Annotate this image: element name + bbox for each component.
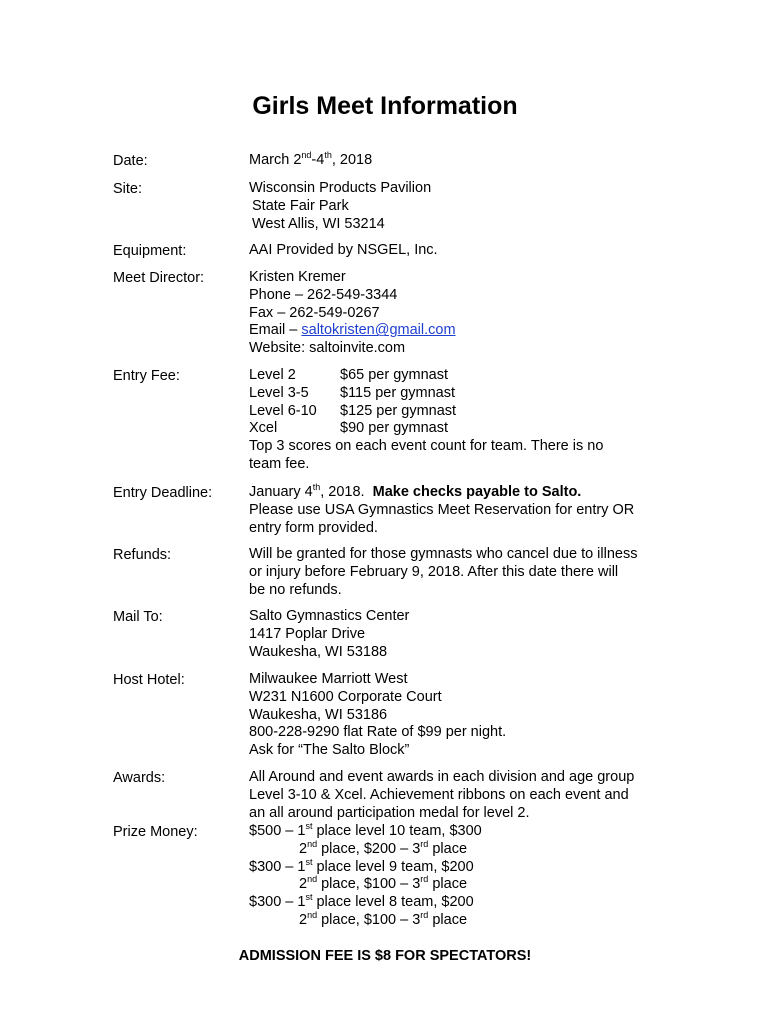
fee-row xyxy=(249,367,603,385)
fee-level: Level 6-10 xyxy=(249,402,317,419)
admission-notice: ADMISSION FEE IS $8 FOR SPECTATORS! xyxy=(238,948,532,964)
equipment-label: Equipment: xyxy=(113,243,187,259)
fee-row xyxy=(249,420,603,438)
entry-fee-value xyxy=(249,367,603,474)
mail-label: Mail To: xyxy=(113,609,163,625)
prize-line: 2nd place, $200 – 3rd place xyxy=(299,838,468,857)
deadline-emphasis: Make checks payable to Salto. xyxy=(372,484,582,500)
deadline-line: Please use USA Gymnastics Meet Reservation for entry OR xyxy=(249,501,635,518)
hotel-line: Ask for “The Salto Block” xyxy=(249,742,410,759)
date-suffix: th xyxy=(324,150,332,160)
email-link[interactable]: saltokristen@gmail.com xyxy=(301,322,456,339)
email-prefix: Email – xyxy=(249,322,302,339)
site-line: West Allis, WI 53214 xyxy=(252,215,385,232)
refunds-line: be no refunds. xyxy=(249,581,342,598)
director-phone: Phone – 262-549-3344 xyxy=(249,286,398,303)
hotel-line: Milwaukee Marriott West xyxy=(249,671,408,687)
deadline-suffix: th xyxy=(312,482,321,492)
awards-value xyxy=(249,769,634,822)
mail-line: 1417 Poplar Drive xyxy=(249,625,366,642)
mail-line: Salto Gymnastics Center xyxy=(249,608,410,624)
awards-line: Level 3-10 & Xcel. Achievement ribbons on each event and xyxy=(249,786,629,803)
hotel-line: 800-228-9290 flat Rate of $99 per night. xyxy=(249,724,507,741)
refunds-line: or injury before February 9, 2018. After this date there will xyxy=(249,563,619,580)
awards-label: Awards: xyxy=(113,770,166,786)
entry-fee-label: Entry Fee: xyxy=(113,368,180,384)
hotel-line: W231 N1600 Corporate Court xyxy=(249,688,442,705)
director-fax: Fax – 262-549-0267 xyxy=(249,304,380,321)
date-label: Date: xyxy=(113,153,148,169)
fee-amount: $90 per gymnast xyxy=(340,420,449,437)
refunds-label: Refunds: xyxy=(113,547,172,563)
deadline-text: January 4 xyxy=(249,484,313,500)
prize-line: $300 – 1st place level 8 team, $200 xyxy=(249,892,474,911)
deadline-text: , 2018. xyxy=(320,484,373,500)
prize-line: 2nd place, $100 – 3rd place xyxy=(299,909,468,928)
fee-note: team fee. xyxy=(249,455,310,472)
deadline-value xyxy=(249,484,634,537)
fee-amount: $115 per gymnast xyxy=(340,384,455,401)
site-value xyxy=(249,180,431,233)
awards-line: an all around participation medal for level 2. xyxy=(249,804,530,821)
refunds-value xyxy=(249,546,637,599)
equipment-value: AAI Provided by NSGEL, Inc. xyxy=(249,242,438,258)
prize-line: 2nd place, $100 – 3rd place xyxy=(299,874,468,893)
prize-label: Prize Money: xyxy=(113,824,198,840)
deadline-label: Entry Deadline: xyxy=(113,485,213,501)
fee-level: Xcel xyxy=(249,420,278,437)
awards-line: All Around and event awards in each division and age group xyxy=(249,769,635,785)
hotel-line: Waukesha, WI 53186 xyxy=(249,706,388,723)
site-line: State Fair Park xyxy=(252,197,349,214)
fee-amount: $125 per gymnast xyxy=(340,402,457,419)
refunds-line: Will be granted for those gymnasts who cancel due to illness xyxy=(249,546,638,562)
site-label: Site: xyxy=(113,181,143,197)
director-website: Website: saltoinvite.com xyxy=(249,340,406,357)
date-suffix: nd xyxy=(301,150,312,160)
date-value xyxy=(249,152,372,170)
prize-value xyxy=(249,823,482,930)
hotel-label: Host Hotel: xyxy=(113,672,185,688)
fee-level: Level 2 xyxy=(249,367,296,383)
date-text: March 2 xyxy=(249,152,302,168)
site-line: Wisconsin Products Pavilion xyxy=(249,180,432,196)
director-name: Kristen Kremer xyxy=(249,269,346,285)
director-value xyxy=(249,269,456,358)
fee-amount: $65 per gymnast xyxy=(340,367,449,383)
fee-level: Level 3-5 xyxy=(249,384,309,401)
fee-row xyxy=(249,403,603,421)
page-title: Girls Meet Information xyxy=(252,92,518,120)
mail-line: Waukesha, WI 53188 xyxy=(249,643,388,660)
prize-line: $300 – 1st place level 9 team, $200 xyxy=(249,856,474,875)
fee-note: Top 3 scores on each event count for team. There is no xyxy=(249,438,604,455)
deadline-line: entry form provided. xyxy=(249,519,378,536)
hotel-value xyxy=(249,671,506,760)
date-text: , 2018 xyxy=(331,152,373,168)
director-label: Meet Director: xyxy=(113,270,205,286)
date-text: -4 xyxy=(311,152,325,168)
prize-line: $500 – 1st place level 10 team, $300 xyxy=(249,821,482,839)
fee-row xyxy=(249,385,603,403)
mail-value xyxy=(249,608,409,661)
